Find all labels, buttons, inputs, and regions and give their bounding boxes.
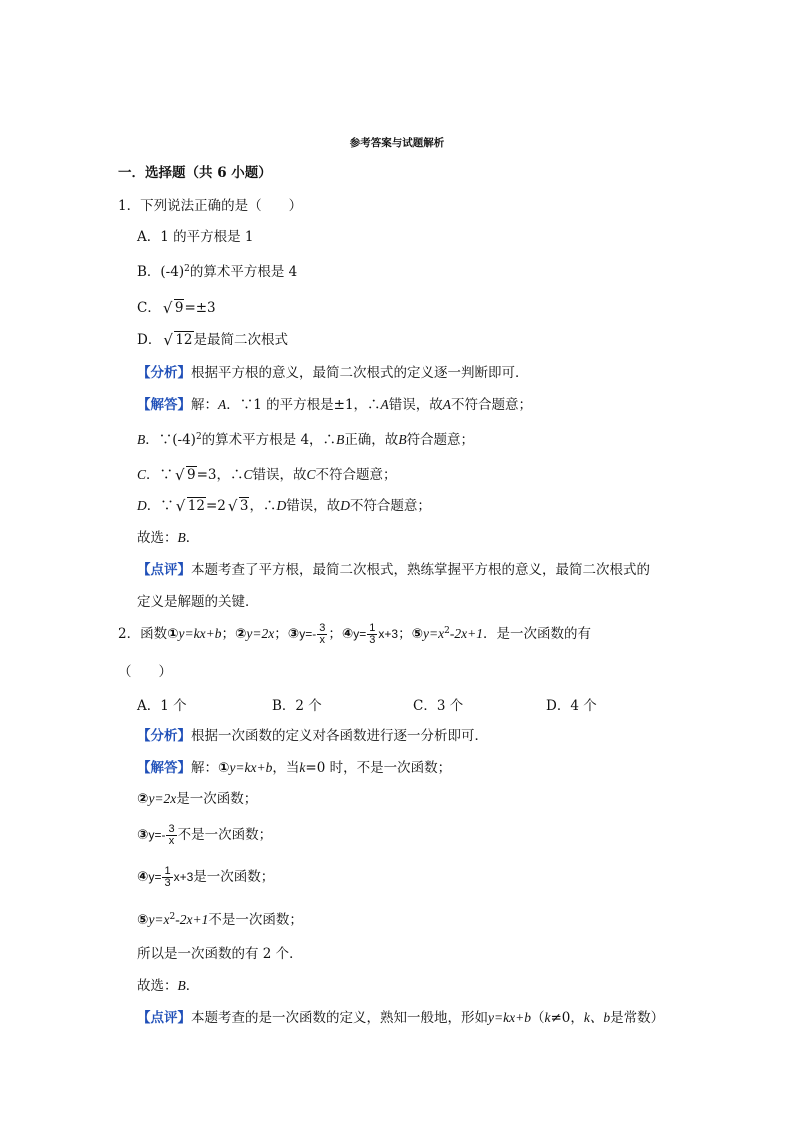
q1-option-a: A．1 的平方根是 1 <box>137 229 254 245</box>
fraction: $\frac{3}{x}$ <box>319 622 326 646</box>
sqrt-symbol: √ 12 <box>175 497 205 515</box>
q2-analysis: 【分析】根据一次函数的定义对各函数进行逐一分析即可． <box>137 728 488 744</box>
q2-solution-3: ③y=- $\frac{3}{x}$ 不是一次函数； <box>137 823 273 847</box>
q1-comment: 【点评】本题考查了平方根，最简二次根式，熟练掌握平方根的意义，最简二次根式的 <box>137 562 650 578</box>
q2-choose: 故选：B． <box>137 978 200 994</box>
q2-option-d: D．4 个 <box>546 698 597 714</box>
q1-analysis: 【分析】根据平方根的意义，最简二次根式的定义逐一判断即可． <box>137 365 529 381</box>
question-2-paren: （ ） <box>118 664 172 680</box>
fraction: $\frac{3}{x}$ <box>168 823 175 847</box>
q1-option-c: C． √ 9=±3 <box>137 299 216 317</box>
q2-solution-1: 【解答】解：①y=kx+b，当k=0 时，不是一次函数； <box>137 760 452 776</box>
q2-solution-5: $⑤y=x^2-2x+1$不是一次函数； <box>137 912 303 928</box>
q1-option-b: B．$(-4)^2$的算术平方根是 4 <box>137 264 298 280</box>
sqrt-symbol: √ 12 <box>163 331 193 349</box>
q2-summary: 所以是一次函数的有 2 个． <box>137 946 303 962</box>
fraction: $\frac{1}{3}$ <box>164 865 171 889</box>
page-title: 参考答案与试题解析 <box>349 137 445 149</box>
q2-comment: 【点评】本题考查的是一次函数的定义，熟知一般地，形如y=kx+b（k≠0，k、b是常数） <box>137 1010 665 1026</box>
q2-option-b: B．2 个 <box>272 698 322 714</box>
q1-comment-cont: 定义是解题的关键． <box>137 594 259 610</box>
q1-solution-c: C．∵ √ 9=3，∴C错误，故C不符合题意； <box>137 466 397 484</box>
q1-choose: 故选：B． <box>137 530 200 546</box>
q2-option-a: A．1 个 <box>137 698 187 714</box>
q1-option-d: D． √ 12是最简二次根式 <box>137 331 289 349</box>
question-1-stem: 1．下列说法正确的是（ ） <box>118 198 303 214</box>
q2-option-c: C．3 个 <box>413 698 464 714</box>
q2-solution-2: ②y=2x是一次函数； <box>137 791 258 807</box>
question-2-stem: 2．函数①y=kx+b；②y=2x；③y=- $\frac{3}{x}$ ；④y= $\frac{1}{3}$ x+3；$⑤y=x^2-2x+1$．是一次函数的有 <box>118 622 591 646</box>
q1-solution-a: 【解答】解：A．∵1 的平方根是±1，∴A错误，故A不符合题意； <box>137 397 533 413</box>
q2-solution-4: ④y= $\frac{1}{3}$ x+3是一次函数； <box>137 865 275 889</box>
section-heading: 一．选择题（共 6 小题） <box>118 165 272 181</box>
q2-options <box>137 694 617 714</box>
q1-solution-b: B．$\because(-4)^2$的算术平方根是 4，∴B正确，故B符合题意； <box>137 432 475 448</box>
q1-solution-d: D．∵ √ 12=2 √ 3，∴D错误，故D不符合题意； <box>137 497 431 515</box>
sqrt-symbol: √ 9 <box>175 466 196 484</box>
sqrt-symbol: √ 9 <box>162 299 184 317</box>
fraction: $\frac{1}{3}$ <box>369 622 376 646</box>
sqrt-symbol: √ 3 <box>227 497 249 515</box>
